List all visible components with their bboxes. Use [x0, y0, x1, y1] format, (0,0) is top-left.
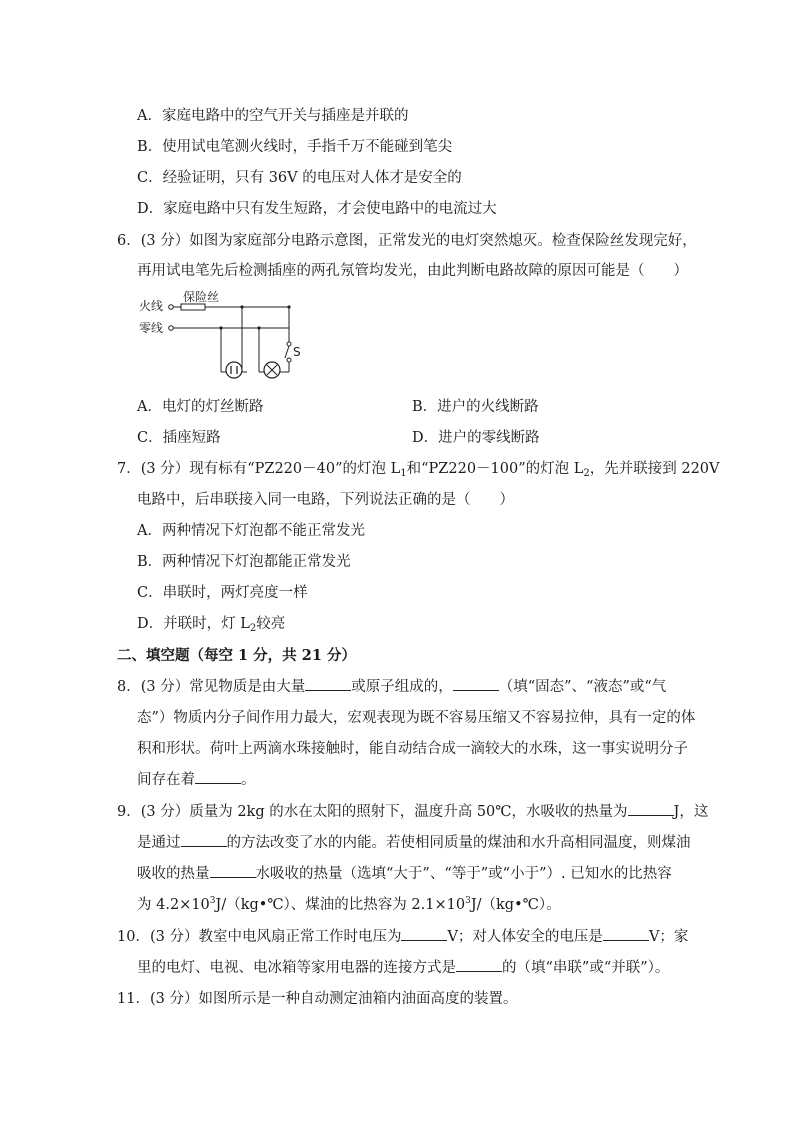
q8-line2: 态”）物质内分子间作用力最大，宏观表现为既不容易压缩又不容易拉伸，具有一定的体	[137, 710, 696, 726]
q8-line3: 积和形状。荷叶上两滴水珠接触时，能自动结合成一滴较大的水珠，这一事实说明分子	[137, 741, 688, 757]
q7-stem-line2: 电路中，后串联接入同一电路，下列说法正确的是（ ）	[137, 492, 514, 508]
q5-option-c: C．经验证明，只有 36V 的电压对人体才是安全的	[137, 170, 462, 186]
q6-option-b: B．进户的火线断路	[412, 399, 539, 415]
q10-line2: 里的电灯、电视、电冰箱等家用电器的连接方式是 的（填“串联”或“并联”）。	[137, 956, 669, 977]
neutral-wire-label: 零线	[139, 321, 164, 335]
q10-blank-3[interactable]	[456, 957, 502, 972]
q9-line2: 是通过 的方法改变了水的内能。若使相同质量的煤油和水升高相同温度，则煤油	[137, 831, 691, 852]
q7-option-a: A．两种情况下灯泡都不能正常发光	[137, 523, 365, 539]
fuse-symbol	[181, 304, 205, 310]
q7-stem-line1: 7．(3 分）现有标有“PZ220－40”的灯泡 $L_1$和“PZ220－100”的灯泡 $L_2$，先并联接到 220V	[117, 461, 720, 479]
q5-option-a: A．家庭电路中的空气开关与插座是并联的	[137, 108, 409, 124]
q5-option-b: B．使用试电笔测火线时，手指千万不能碰到笔尖	[137, 139, 453, 155]
q6-stem-line2: 再用试电笔先后检测插座的两孔氖管均发光，由此判断电路故障的原因可能是（ ）	[137, 263, 688, 279]
q7-option-d: D．并联时，灯 $L_2$较亮	[137, 616, 286, 634]
q8-blank-2[interactable]	[453, 676, 499, 691]
q9-blank-1[interactable]	[628, 801, 674, 816]
q8-blank-3[interactable]	[195, 769, 241, 784]
q9-blank-3[interactable]	[210, 863, 256, 878]
q11-line1: 11．(3 分）如图所示是一种自动测定油箱内油面高度的装置。	[117, 991, 518, 1007]
q10-line1: 10．(3 分）教室中电风扇正常工作时电压为 V；对人体安全的电压是 V；家	[117, 925, 688, 946]
section-title-fill-in: 二、填空题（每空 1 分，共 21 分）	[117, 647, 356, 664]
q6-option-c: C．插座短路	[137, 430, 221, 446]
q6-option-d: D．进户的零线断路	[412, 430, 540, 446]
q9-line3: 吸收的热量 水吸收的热量（选填“大于”、“等于”或“小于”）. 已知水的比热容	[137, 862, 672, 883]
q9-blank-2[interactable]	[181, 832, 227, 847]
switch-label: S	[293, 345, 301, 359]
switch-symbol	[285, 342, 291, 362]
socket-icon	[226, 362, 242, 378]
circuit-diagram	[137, 290, 307, 382]
q10-blank-1[interactable]	[401, 926, 447, 941]
q9-line1: 9．(3 分）质量为 2kg 的水在太阳的照射下，温度升高 50℃，水吸收的热量为 J，这	[117, 800, 708, 821]
q8-blank-1[interactable]	[305, 676, 351, 691]
q9-line4: 为 $4.2\times 10^3J/(kg•℃)$、煤油的比热容为 $2.1\times 10^3J/(kg•℃)$。	[137, 896, 561, 913]
q8-line4: 间存在着 。	[137, 768, 256, 789]
live-wire-label: 火线	[139, 299, 164, 313]
q6-option-a: A．电灯的灯丝断路	[137, 399, 264, 415]
lamp-icon	[264, 362, 280, 378]
q10-blank-2[interactable]	[603, 926, 649, 941]
q7-option-b: B．两种情况下灯泡都能正常发光	[137, 554, 351, 570]
q7-option-c: C．串联时，两灯亮度一样	[137, 585, 308, 601]
q6-stem-line1: 6．(3 分）如图为家庭部分电路示意图，正常发光的电灯突然熄灭。检查保险丝发现完好，	[117, 233, 697, 249]
q8-line1: 8．(3 分）常见物质是由大量 或原子组成的， （填“固态”、“液态”或“气	[117, 675, 666, 696]
fuse-label: 保险丝	[183, 290, 220, 304]
q5-option-d: D．家庭电路中只有发生短路，才会使电路中的电流过大	[137, 201, 497, 217]
